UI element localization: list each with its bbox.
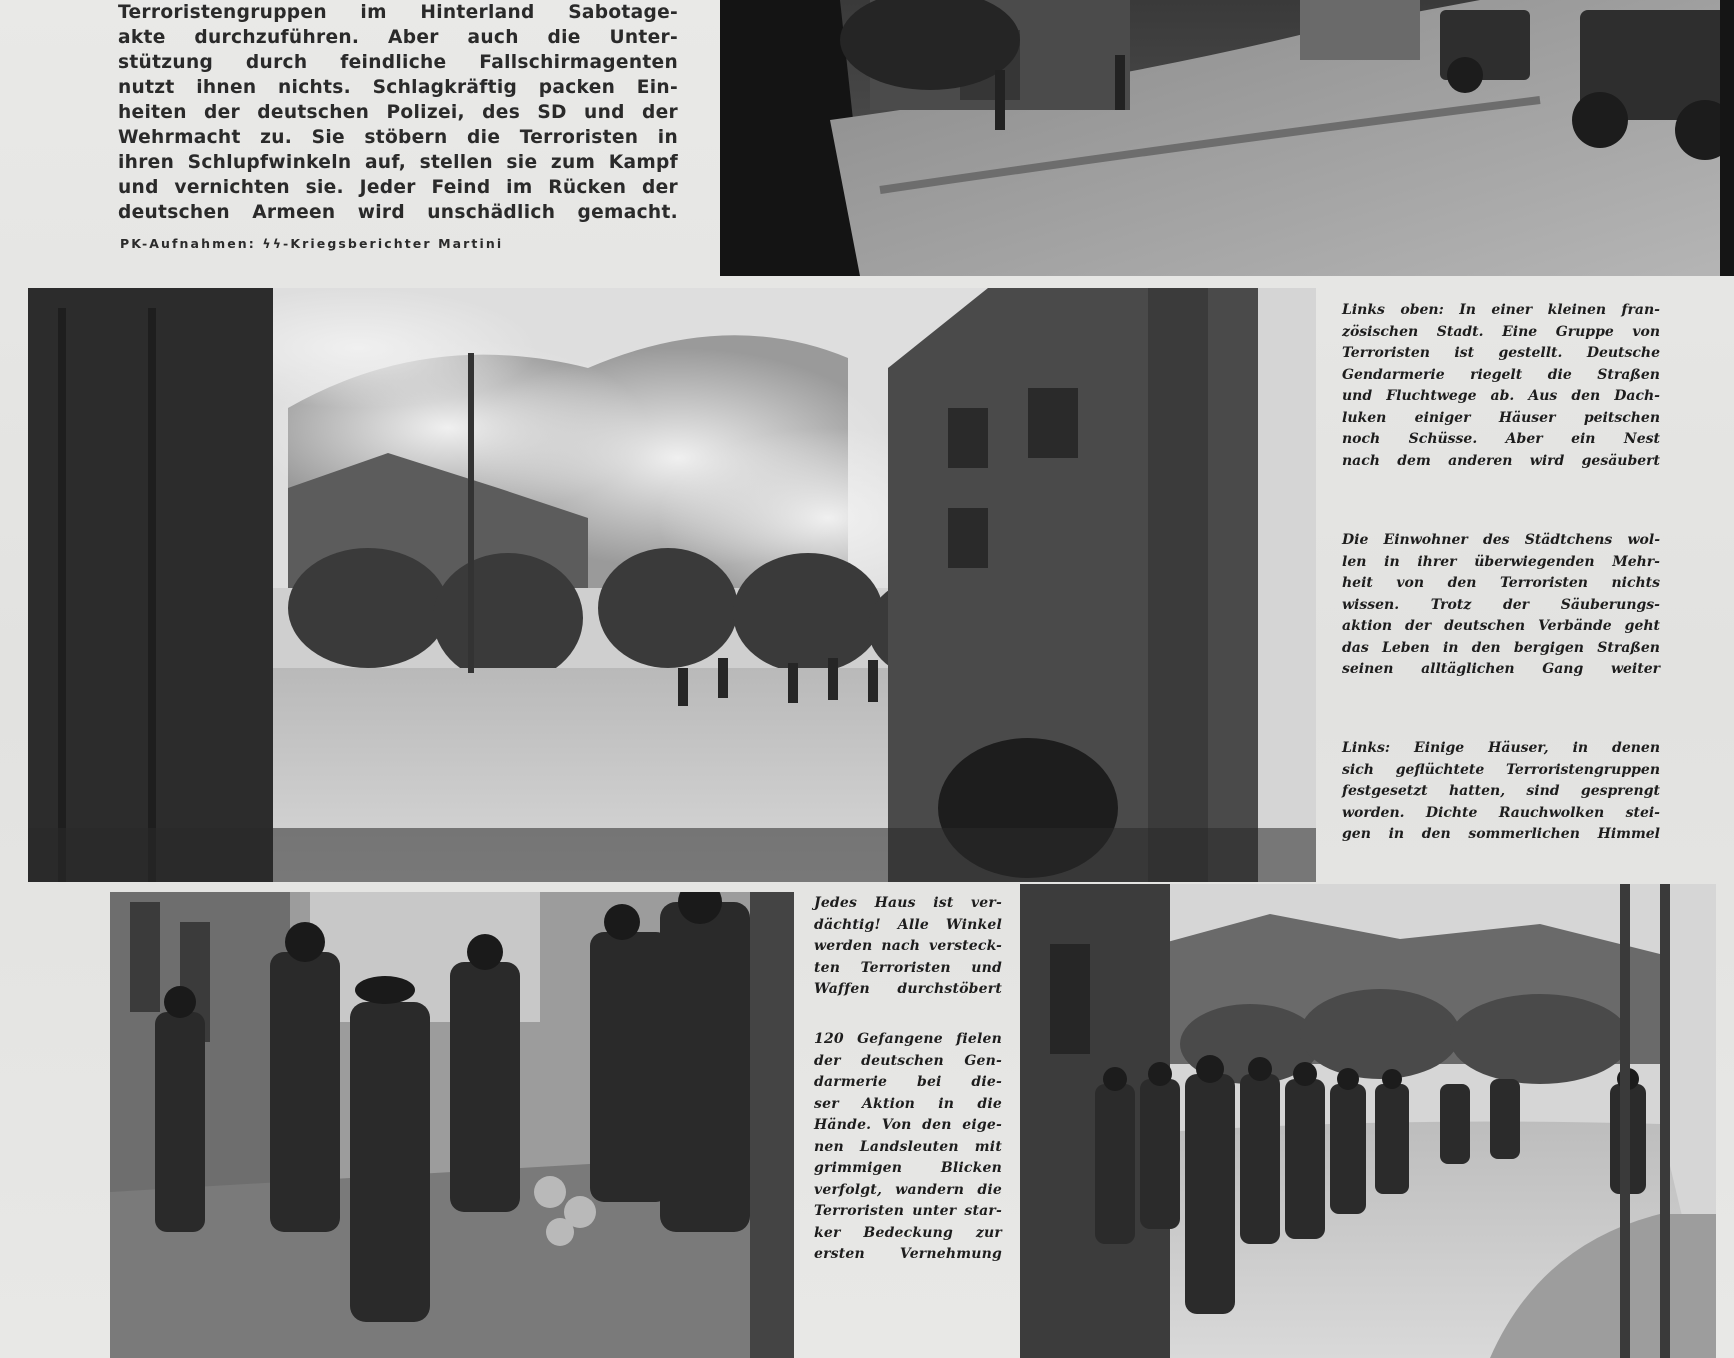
- photo-street-vehicles: [720, 0, 1734, 276]
- caption-line: der deutschen Gen-: [814, 1052, 1002, 1069]
- soldiers-group-photo-icon: [110, 892, 794, 1358]
- caption-line: noch Schüsse. Aber ein Nest: [1342, 431, 1660, 447]
- caption-line: sich geflüchtete Terroristengruppen: [1342, 761, 1660, 778]
- caption-line: nach dem anderen wird gesäubert: [1342, 452, 1660, 469]
- caption-line: seinen alltäglichen Gang weiter: [1342, 661, 1660, 677]
- intro-line: Wehrmacht zu. Sie stöbern die Terroristen in: [118, 127, 678, 148]
- caption-line: Terroristen ist gestellt. Deutsche: [1342, 345, 1660, 361]
- caption-line: Links oben: In einer kleinen fran-: [1342, 302, 1660, 318]
- intro-line: deutschen Armeen wird unschädlich gemacht.: [118, 202, 678, 223]
- caption-line: und Fluchtwege ab. Aus den Dach-: [1342, 388, 1660, 404]
- prisoners-column-photo-icon: [1020, 884, 1716, 1358]
- smoke-clouds-photo-icon: [28, 288, 1316, 882]
- caption-line: luken einiger Häuser peitschen: [1342, 409, 1660, 426]
- caption-line: das Leben in den bergigen Straßen: [1342, 639, 1660, 656]
- caption-line: Waffen durchstöbert: [814, 981, 1002, 997]
- intro-line: akte durchzuführen. Aber auch die Unter-: [118, 27, 678, 48]
- street-scene-photo-icon: [720, 0, 1734, 276]
- caption-center-bottom: [814, 1029, 1002, 1266]
- caption-line: aktion der deutschen Verbände geht: [1342, 618, 1660, 634]
- caption-center-top: [814, 893, 1002, 1001]
- photo-credit: PK-Aufnahmen: ϟϟ-Kriegsberichter Martini: [120, 236, 504, 251]
- caption-line: Terroristen unter star-: [814, 1203, 1002, 1219]
- caption-line: grimmigen Blicken: [814, 1160, 1002, 1176]
- caption-line: darmerie bei die-: [814, 1074, 1002, 1090]
- caption-line: Gendarmerie riegelt die Straßen: [1342, 366, 1660, 383]
- caption-line: len in ihrer überwiegenden Mehr-: [1342, 553, 1660, 570]
- intro-paragraph: [118, 0, 678, 225]
- caption-line: gen in den sommerlichen Himmel: [1342, 826, 1660, 842]
- caption-line: Hände. Von den eige-: [814, 1117, 1002, 1133]
- caption-line: Jedes Haus ist ver-: [814, 895, 1002, 911]
- caption-line: wissen. Trotz der Säuberungs-: [1342, 596, 1660, 613]
- caption-line: heit von den Terroristen nichts: [1342, 575, 1660, 591]
- intro-line: stützung durch feindliche Fallschirmagenten: [118, 52, 678, 73]
- photo-town-square-smoke: [28, 288, 1316, 882]
- caption-line: Die Einwohner des Städtchens wol-: [1342, 532, 1660, 548]
- caption-line: worden. Dichte Rauchwolken stei-: [1342, 804, 1660, 821]
- intro-line: heiten der deutschen Polizei, des SD und der: [118, 102, 678, 123]
- caption-line: 120 Gefangene fielen: [814, 1031, 1002, 1047]
- intro-line: nutzt ihnen nichts. Schlagkräftig packen Ein-: [118, 77, 678, 98]
- caption-line: werden nach versteck-: [814, 938, 1002, 954]
- caption-line: ten Terroristen und: [814, 959, 1002, 976]
- intro-line: ihren Schlupfwinkeln auf, stellen sie zum Kampf: [118, 152, 678, 173]
- photo-soldiers-questioning: [110, 892, 794, 1358]
- intro-line: und vernichten sie. Jeder Feind im Rücken der: [118, 177, 678, 198]
- intro-line: Terroristengruppen im Hinterland Sabotage-: [118, 2, 678, 23]
- caption-right-middle: [1342, 530, 1660, 681]
- caption-line: festgesetzt hatten, sind gesprengt: [1342, 783, 1660, 799]
- caption-right-bottom: [1342, 738, 1660, 846]
- caption-line: zösischen Stadt. Eine Gruppe von: [1342, 323, 1660, 340]
- caption-line: verfolgt, wandern die: [814, 1181, 1002, 1198]
- photo-prisoners-march: [1020, 884, 1716, 1358]
- caption-line: ersten Vernehmung: [814, 1246, 1002, 1262]
- caption-line: Links: Einige Häuser, in denen: [1342, 740, 1660, 756]
- caption-line: nen Landsleuten mit: [814, 1138, 1002, 1155]
- caption-line: dächtig! Alle Winkel: [814, 916, 1002, 933]
- caption-line: ser Aktion in die: [814, 1095, 1002, 1112]
- caption-line: ker Bedeckung zur: [814, 1224, 1002, 1241]
- caption-right-top: [1342, 300, 1660, 472]
